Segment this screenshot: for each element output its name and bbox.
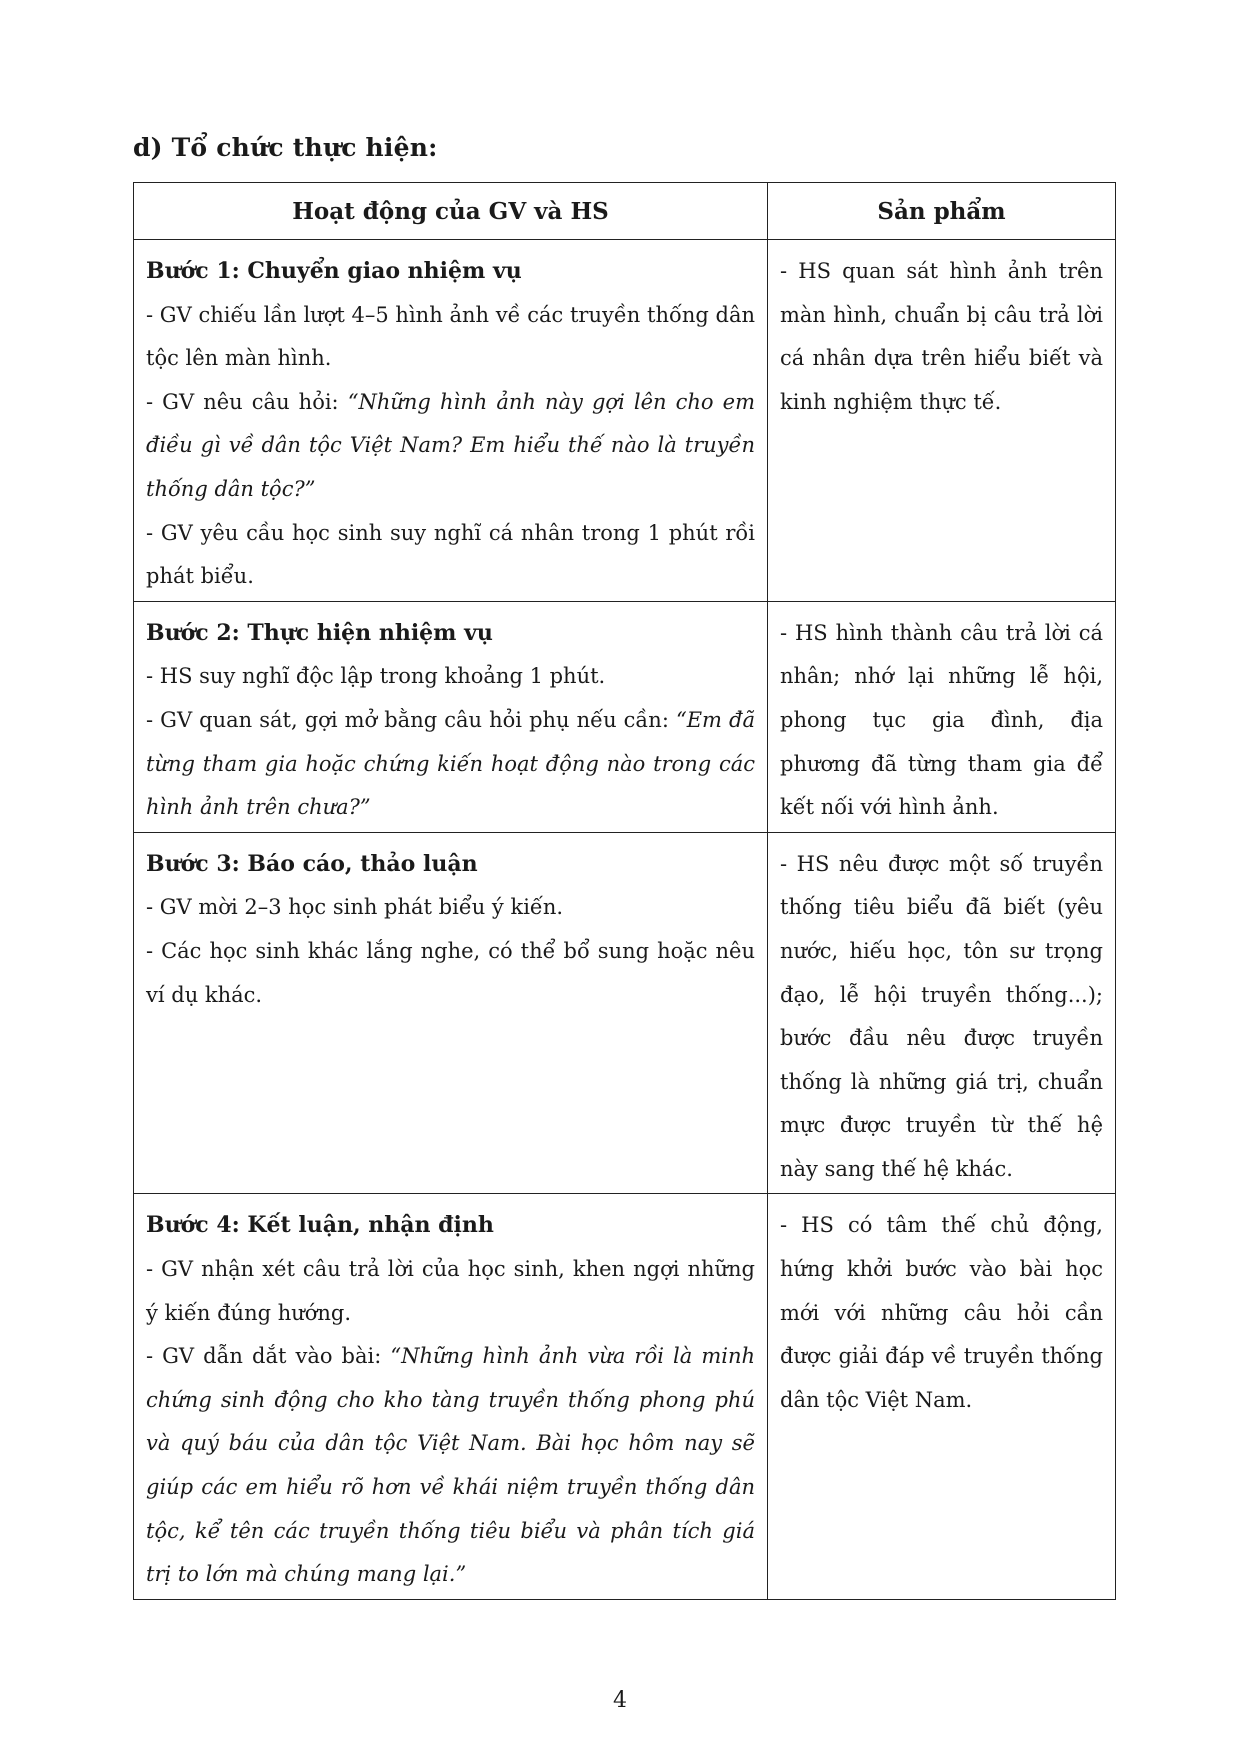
product-cell: - HS hình thành câu trả lời cá nhân; nhớ lại những lễ hội, phong tục gia đình, địa phương đã từng tham gia để kết nối với hình ảnh. — [768, 601, 1116, 832]
teacher-quote: “Em đã từng tham gia hoặc chứng kiến hoạt động nào trong các hình ảnh trên chưa?” — [146, 707, 755, 820]
table-row — [134, 601, 1116, 832]
activity-cell — [134, 240, 768, 602]
teacher-quote: “Những hình ảnh vừa rồi là minh chứng sinh động cho kho tàng truyền thống phong phú và quý báu của dân tộc Việt Nam. Bài học hôm nay sẽ giúp các em hiểu rõ hơn về khái niệm truyền thống dân tộc, kể tên các truyền thống tiêu biểu và phân tích giá trị to lớn mà chúng mang lại.” — [146, 1344, 756, 1587]
activity-cell — [134, 601, 768, 832]
activity-text: - GV mời 2–3 học sinh phát biểu ý kiến. — [146, 895, 564, 920]
page-number: 4 — [613, 1688, 627, 1713]
table-row — [134, 1194, 1116, 1599]
activity-text: - HS suy nghĩ độc lập trong khoảng 1 phút. — [146, 664, 606, 689]
product-cell: - HS nêu được một số truyền thống tiêu biểu đã biết (yêu nước, hiếu học, tôn sư trọng đạo, lễ hội truyền thống...); bước đầu nêu được truyền thống là những giá trị, chuẩn mực được truyền từ thế hệ này sang thế hệ khác. — [768, 832, 1116, 1194]
activity-text: - Các học sinh khác lắng nghe, có thể bổ sung hoặc nêu ví dụ khác. — [146, 938, 755, 1007]
activity-text-prefix: - GV nêu câu hỏi: — [146, 389, 348, 414]
product-cell: - HS có tâm thế chủ động, hứng khởi bước vào bài học mới với những câu hỏi cần được giải đáp về truyền thống dân tộc Việt Nam. — [768, 1194, 1116, 1599]
activity-cell — [134, 832, 768, 1194]
activity-text: - GV yêu cầu học sinh suy nghĩ cá nhân trong 1 phút rồi phát biểu. — [146, 520, 755, 589]
teacher-quote: “Những hình ảnh này gợi lên cho em điều gì về dân tộc Việt Nam? Em hiểu thế nào là truyền thống dân tộc?” — [146, 389, 755, 501]
activity-text-prefix: - GV dẫn dắt vào bài: — [146, 1344, 391, 1369]
step-title: Bước 3: Báo cáo, thảo luận — [146, 850, 478, 877]
activity-text: - GV chiếu lần lượt 4–5 hình ảnh về các truyền thống dân tộc lên màn hình. — [146, 302, 755, 371]
table-header-row — [134, 183, 1116, 240]
activity-text-prefix: - GV quan sát, gợi mở bằng câu hỏi phụ nếu cần: — [146, 707, 676, 732]
activity-text — [146, 1335, 755, 1597]
activity-text — [146, 699, 755, 830]
header-products: Sản phẩm — [768, 183, 1116, 240]
activity-text — [146, 381, 755, 512]
activity-text: - GV nhận xét câu trả lời của học sinh, khen ngợi những ý kiến đúng hướng. — [146, 1257, 755, 1325]
header-activities: Hoạt động của GV và HS — [134, 183, 768, 240]
activity-cell — [134, 1194, 768, 1599]
activity-table — [133, 182, 1116, 1600]
step-title: Bước 4: Kết luận, nhận định — [146, 1212, 494, 1239]
product-cell: - HS quan sát hình ảnh trên màn hình, chuẩn bị câu trả lời cá nhân dựa trên hiểu biết và kinh nghiệm thực tế. — [768, 240, 1116, 602]
table-row — [134, 832, 1116, 1194]
step-title: Bước 2: Thực hiện nhiệm vụ — [146, 619, 493, 646]
step-title: Bước 1: Chuyển giao nhiệm vụ — [146, 258, 522, 284]
section-heading: d) Tổ chức thực hiện: — [133, 133, 438, 162]
table-row — [134, 240, 1116, 602]
